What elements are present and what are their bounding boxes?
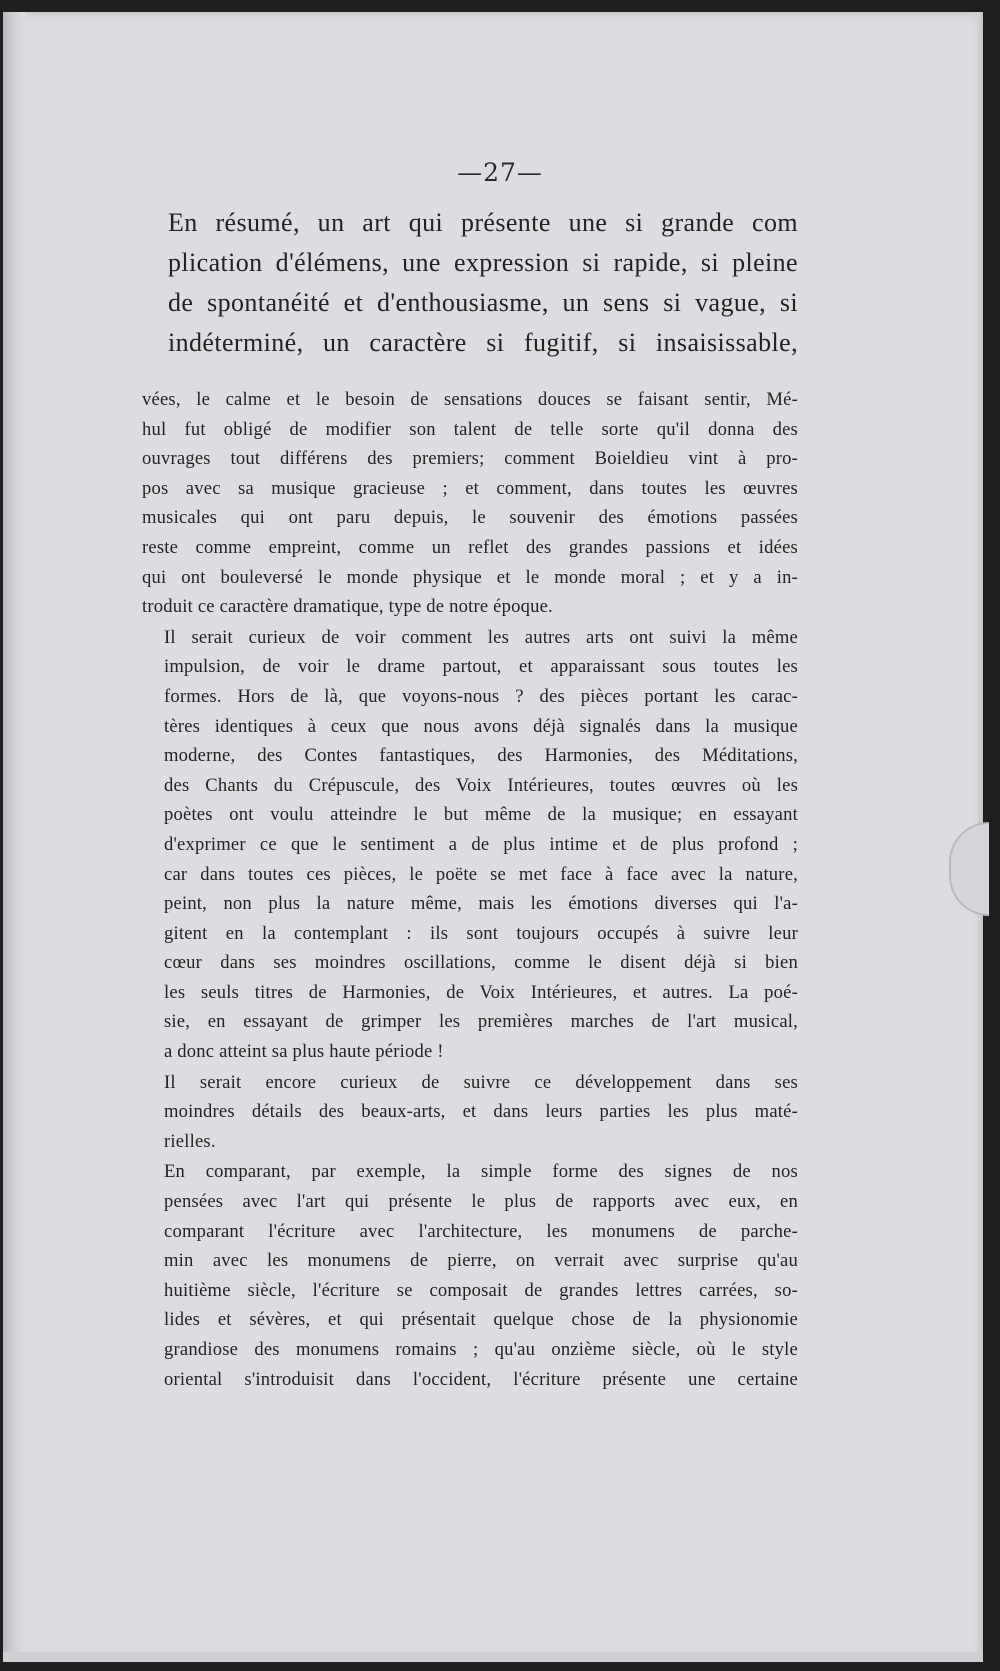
text-line: huitième siècle, l'écriture se composait de grandes lettres carrées, so- xyxy=(164,1279,798,1301)
text-line: formes. Hors de là, que voyons-nous ? des pièces portant les carac- xyxy=(164,685,798,707)
body-text xyxy=(142,385,798,1395)
text-line: sie, en essayant de grimper les premières marches de l'art musical, xyxy=(164,1011,798,1033)
text-line: plication d'élémens, une expression si rapide, si pleine xyxy=(168,248,798,277)
text-line: Il serait curieux de voir comment les autres arts ont suivi la même xyxy=(164,626,798,648)
text-line: peint, non plus la nature même, mais les émotions diverses qui l'a- xyxy=(164,893,798,915)
text-line: les seuls titres de Harmonies, de Voix Intérieures, et autres. La poé- xyxy=(164,981,798,1003)
text-line: tères identiques à ceux que nous avons déjà signalés dans la musique xyxy=(164,715,798,737)
text-line: reste comme empreint, comme un reflet des grandes passions et idées xyxy=(142,536,798,558)
text-line: cœur dans ses moindres oscillations, comme le disent déjà si bien xyxy=(164,952,798,974)
paragraph-3 xyxy=(142,1068,798,1157)
text-line: qui ont bouleversé le monde physique et le monde moral ; et y a in- xyxy=(142,566,798,588)
text-line: ouvrages tout différens des premiers; comment Boieldieu vint à pro- xyxy=(142,448,798,470)
text-line: d'exprimer ce que le sentiment a de plus intime et de plus profond ; xyxy=(164,833,798,855)
text-line: des Chants du Crépuscule, des Voix Intérieures, toutes œuvres où les xyxy=(164,774,798,796)
text-line: car dans toutes ces pièces, le poëte se met face à face avec la nature, xyxy=(164,863,798,885)
page-tab-notch xyxy=(949,822,989,916)
paragraph-1 xyxy=(142,385,798,622)
page-number: —27— xyxy=(457,158,543,187)
text-line: moindres détails des beaux-arts, et dans leurs parties les plus maté- xyxy=(164,1101,798,1123)
text-line: rielles. xyxy=(164,1130,216,1152)
text-line: vées, le calme et le besoin de sensations douces se faisant sentir, Mé- xyxy=(142,389,798,410)
text-line: comparant l'écriture avec l'architecture, les monumens de parche- xyxy=(164,1220,798,1242)
text-line: En comparant, par exemple, la simple forme des signes de nos xyxy=(164,1161,798,1183)
text-line: pensées avec l'art qui présente le plus de rapports avec eux, en xyxy=(164,1191,798,1213)
text-line: poètes ont voulu atteindre le but même de la musique; en essayant xyxy=(164,804,798,826)
text-line: impulsion, de voir le drame partout, et apparaissant sous toutes les xyxy=(164,656,798,678)
text-line: troduit ce caractère dramatique, type de notre époque. xyxy=(142,596,553,618)
text-line: En résumé, un art qui présente une si grande com xyxy=(168,208,798,237)
text-line: a donc atteint sa plus haute période ! xyxy=(164,1041,444,1063)
text-line: indéterminé, un caractère si fugitif, si insaisissable, xyxy=(168,328,798,357)
text-line: moderne, des Contes fantastiques, des Harmonies, des Méditations, xyxy=(164,745,798,767)
paragraph-4 xyxy=(142,1157,798,1394)
paragraph-2 xyxy=(142,623,798,1067)
page-gutter xyxy=(3,12,25,1662)
text-line: grandiose des monumens romains ; qu'au onzième siècle, où le style xyxy=(164,1339,798,1360)
text-line: min avec les monumens de pierre, on verrait avec surprise qu'au xyxy=(164,1250,798,1272)
page-bottom-edge xyxy=(3,1652,983,1662)
intro-text xyxy=(142,203,798,363)
text-line: musicales qui ont paru depuis, le souvenir des émotions passées xyxy=(142,507,798,529)
text-line: pos avec sa musique gracieuse ; et comment, dans toutes les œuvres xyxy=(142,477,798,499)
text-line: hul fut obligé de modifier son talent de telle sorte qu'il donna des xyxy=(142,418,798,440)
intro-paragraph xyxy=(142,203,798,363)
text-line: gitent en la contemplant : ils sont toujours occupés à suivre leur xyxy=(164,922,798,944)
text-line: Il serait encore curieux de suivre ce développement dans ses xyxy=(164,1071,798,1093)
text-line: oriental s'introduisit dans l'occident, l'écriture présente une certaine xyxy=(164,1368,798,1390)
text-line: de spontanéité et d'enthousiasme, un sens si vague, si xyxy=(168,288,798,317)
text-line: lides et sévères, et qui présentait quelque chose de la physionomie xyxy=(164,1309,798,1331)
